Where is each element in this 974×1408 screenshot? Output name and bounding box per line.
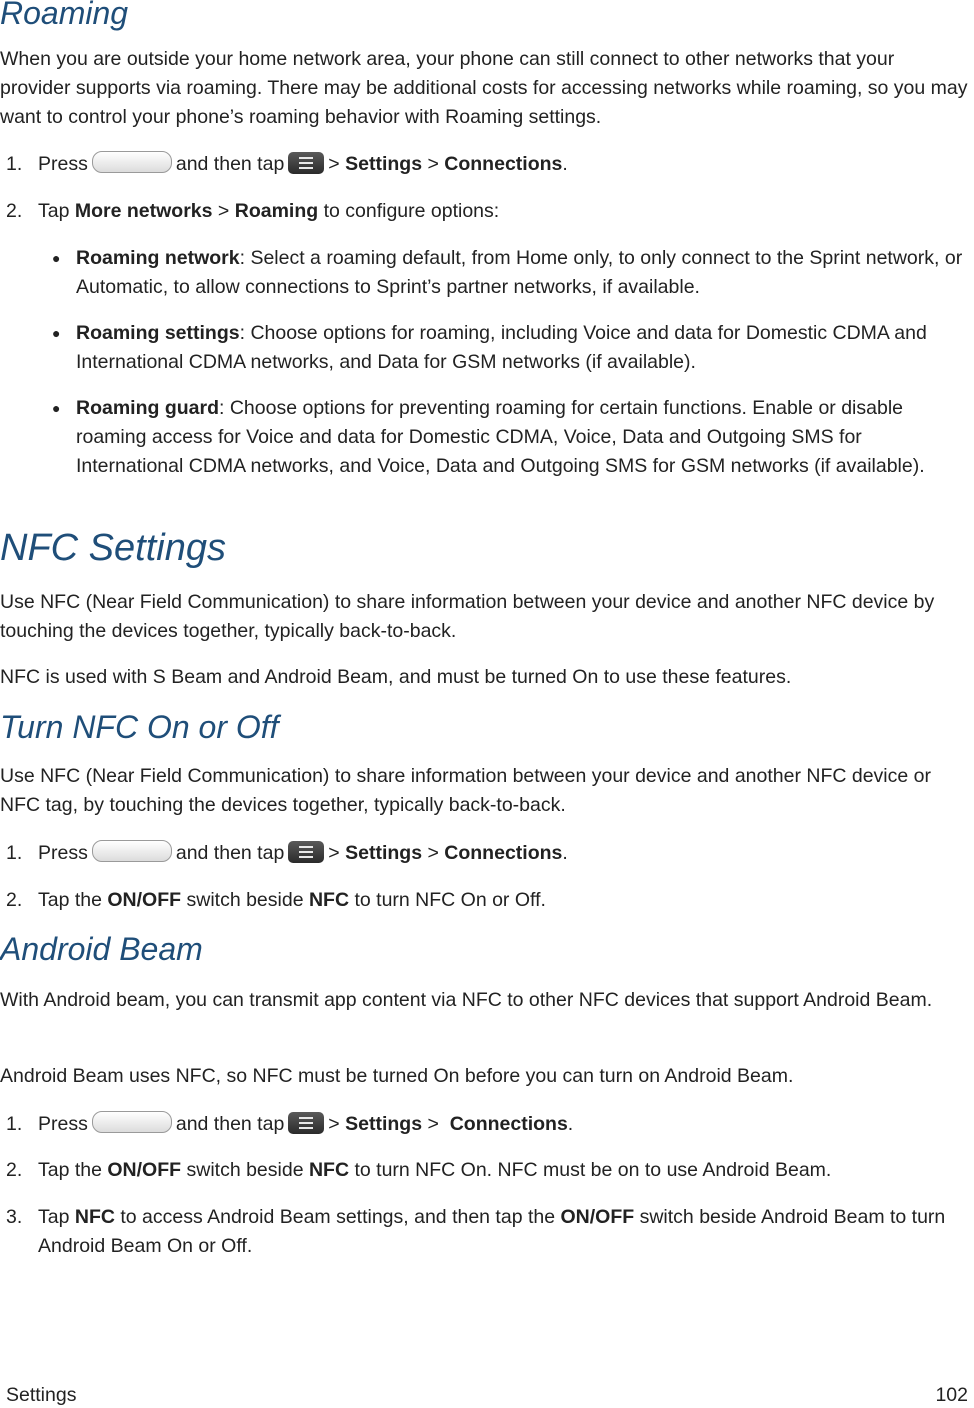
footer-page-number: 102: [935, 1384, 968, 1406]
step-text: Press and then tap > Settings > Connections.: [38, 842, 568, 864]
step-number: 1.: [6, 842, 23, 864]
bullet-icon: ●: [52, 325, 61, 341]
step-number: 2.: [6, 200, 23, 222]
step-number: 2.: [6, 889, 23, 911]
roaming-intro: When you are outside your home network area, your phone can still connect to other networks that your provider supports via roaming. There may be additional costs for accessing networks while roaming, so you may want to control your phone’s roaming behavior with Roaming settings.: [0, 48, 968, 128]
apps-menu-icon: [288, 152, 324, 174]
nfc-paragraph-2: NFC is used with S Beam and Android Beam, and must be turned On to use these features.: [0, 666, 792, 688]
home-button-icon: [92, 1111, 172, 1133]
step-text: Press and then tap > Settings > Connections.: [38, 1113, 574, 1135]
turn-nfc-heading: Turn NFC On or Off: [0, 709, 279, 745]
android-beam-heading: Android Beam: [0, 931, 203, 967]
apps-menu-icon: [288, 1112, 324, 1134]
bullet-icon: ●: [52, 250, 61, 266]
apps-menu-icon: [288, 841, 324, 863]
step-text: Tap the ON/OFF switch beside NFC to turn NFC On or Off.: [38, 889, 546, 911]
android-beam-paragraph-1: With Android beam, you can transmit app content via NFC to other NFC devices that support Android Beam.: [0, 989, 933, 1011]
step-text: Tap More networks > Roaming to configure options:: [38, 200, 500, 222]
step-number: 1.: [6, 1113, 23, 1135]
android-beam-paragraph-2: Android Beam uses NFC, so NFC must be turned On before you can turn on Android Beam.: [0, 1065, 794, 1087]
step-number: 1.: [6, 153, 23, 175]
step-number: 2.: [6, 1159, 23, 1181]
step-text: Press and then tap > Settings > Connections.: [38, 153, 568, 175]
nfc-paragraph-1: Use NFC (Near Field Communication) to share information between your device and another NFC device by touching the devices together, typically back-to-back.: [0, 591, 935, 642]
step-number: 3.: [6, 1206, 23, 1228]
nfc-settings-heading: NFC Settings: [0, 527, 226, 569]
bullet-icon: ●: [52, 400, 61, 416]
step-text: Tap the ON/OFF switch beside NFC to turn NFC On. NFC must be on to use Android Beam.: [38, 1159, 832, 1181]
manual-page: Roaming When you are outside your home network area, your phone can still connect to other networks that your provider supports via roaming. There may be additional costs for accessing networks while roaming, so you may want to control your phone’s roaming behavior with Roaming settings. 1. Press and then tap > Settings > Connections. 2. Tap More networks > Roaming to configure options: ● Roaming network: Select a roaming default, from Home only, to only connect to the Sprint network, or Automatic, to allow connections to Sprint’s partner networks, if available. ● Roaming settings: Choose options for roaming, including Voice and data for Domestic CDMA and International CDMA networks, and Data for GSM networks (if available). ● Roaming guard: Choose options for preventing roaming for certain functions. Enable or disable roaming access for Voice and data for Domestic CDMA, Voice, Data and Outgoing SMS for International CDMA networks, and Voice, Data and Outgoing SMS for GSM networks (if available). NFC Settings Use NFC (Near Field Communication) to share information between your device and another NFC device by touching the devices together, typically back-to-back. NFC is used with S Beam and Android Beam, and must be turned On to use these features. Turn NFC On or Off Use NFC (Near Field Communication) to share information between your device and another NFC device or NFC tag, by touching the devices together, typically back-to-back. 1. Press and then tap > Settings > Connections. 2. Tap the ON/OFF switch beside NFC to turn NFC On or Off. Android Beam With Android beam, you can transmit app content via NFC to other NFC devices that support Android Beam. Android Beam uses NFC, so NFC must be turned On before you can turn on Android Beam. 1. Press and then tap > Settings > Connections. 2. Tap the ON/OFF switch beside NFC to turn NFC On. NFC must be on to use Android Beam. 3. Tap NFC to access Android Beam settings, and then tap the ON/OFF switch beside Android Beam to turn Android Beam On or Off. Settings 102: [0, 0, 974, 1408]
home-button-icon: [92, 840, 172, 862]
footer-section-name: Settings: [6, 1384, 77, 1406]
roaming-heading: Roaming: [0, 0, 129, 31]
home-button-icon: [92, 151, 172, 173]
turn-nfc-paragraph: Use NFC (Near Field Communication) to share information between your device and another NFC device or NFC tag, by touching the devices together, typically back-to-back.: [0, 765, 931, 816]
step-text: Tap NFC to access Android Beam settings, and then tap the ON/OFF switch beside Android Beam to turn Android Beam On or Off.: [38, 1206, 946, 1257]
